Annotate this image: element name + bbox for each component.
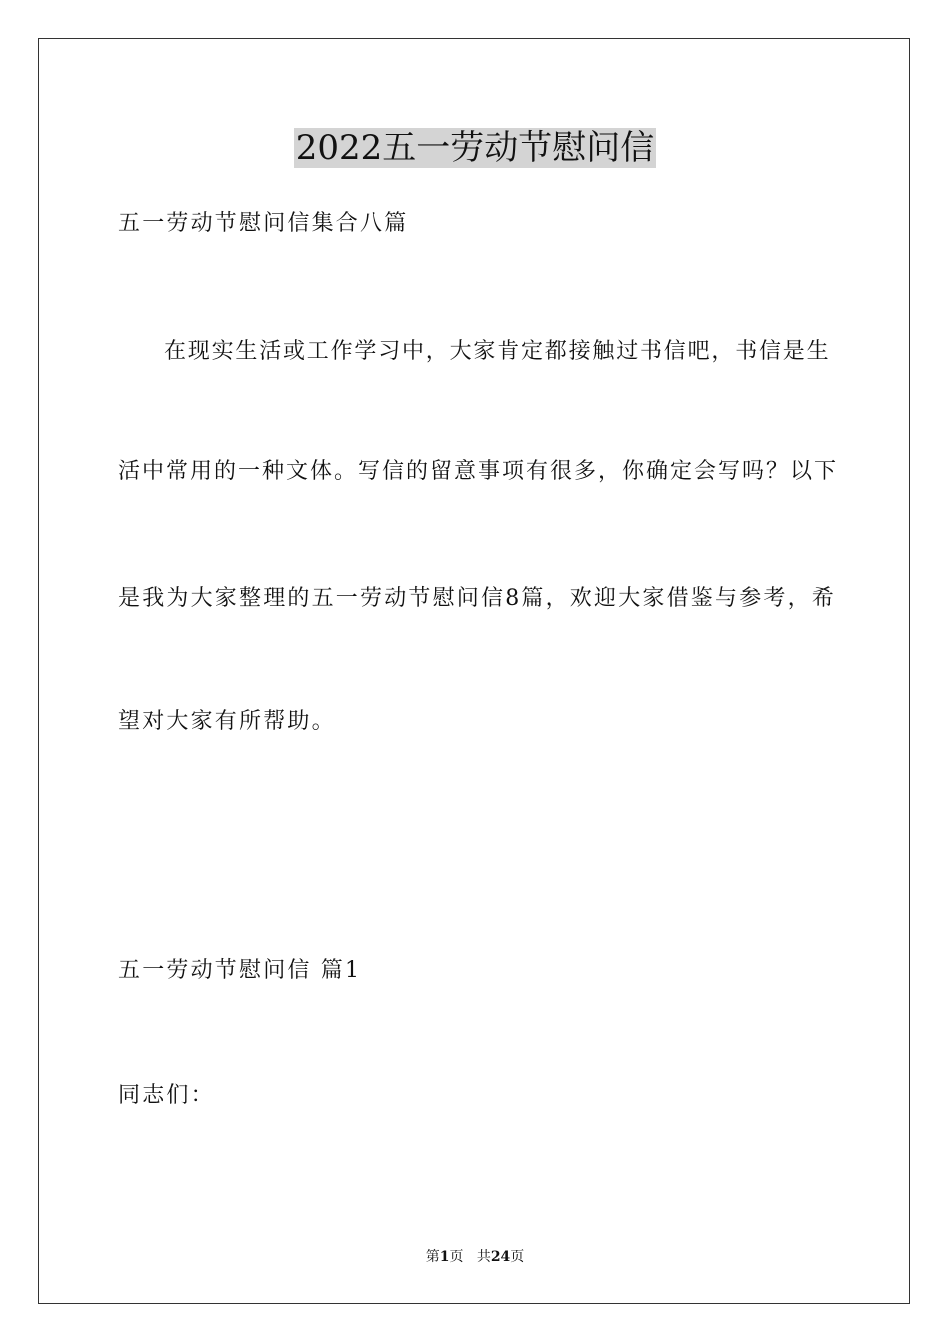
section-heading: 五一劳动节慰问信 篇1 — [118, 958, 362, 983]
document-title: 2022五一劳动节慰问信 — [295, 128, 655, 168]
salutation: 同志们： — [118, 1083, 215, 1108]
footer-page-suffix: 页 — [449, 1249, 464, 1265]
intro-line-2: 活中常用的一种文体。写信的留意事项有很多，你确定会写吗？以下 — [118, 459, 839, 484]
page-footer — [0, 1248, 950, 1266]
intro-line-4: 望对大家有所帮助。 — [118, 709, 336, 734]
footer-page-prefix: 第 — [425, 1249, 440, 1265]
footer-total-suffix: 页 — [510, 1249, 525, 1265]
title-container — [0, 128, 950, 168]
document-subtitle: 五一劳动节慰问信集合八篇 — [118, 211, 409, 236]
footer-page-number: 1 — [439, 1249, 450, 1265]
footer-total-prefix: 共 — [476, 1249, 491, 1265]
footer-total-pages: 24 — [490, 1249, 511, 1265]
intro-line-1: 在现实生活或工作学习中，大家肯定都接触过书信吧，书信是生 — [164, 339, 831, 364]
intro-line-3: 是我为大家整理的五一劳动节慰问信8篇，欢迎大家借鉴与参考，希 — [118, 586, 836, 611]
